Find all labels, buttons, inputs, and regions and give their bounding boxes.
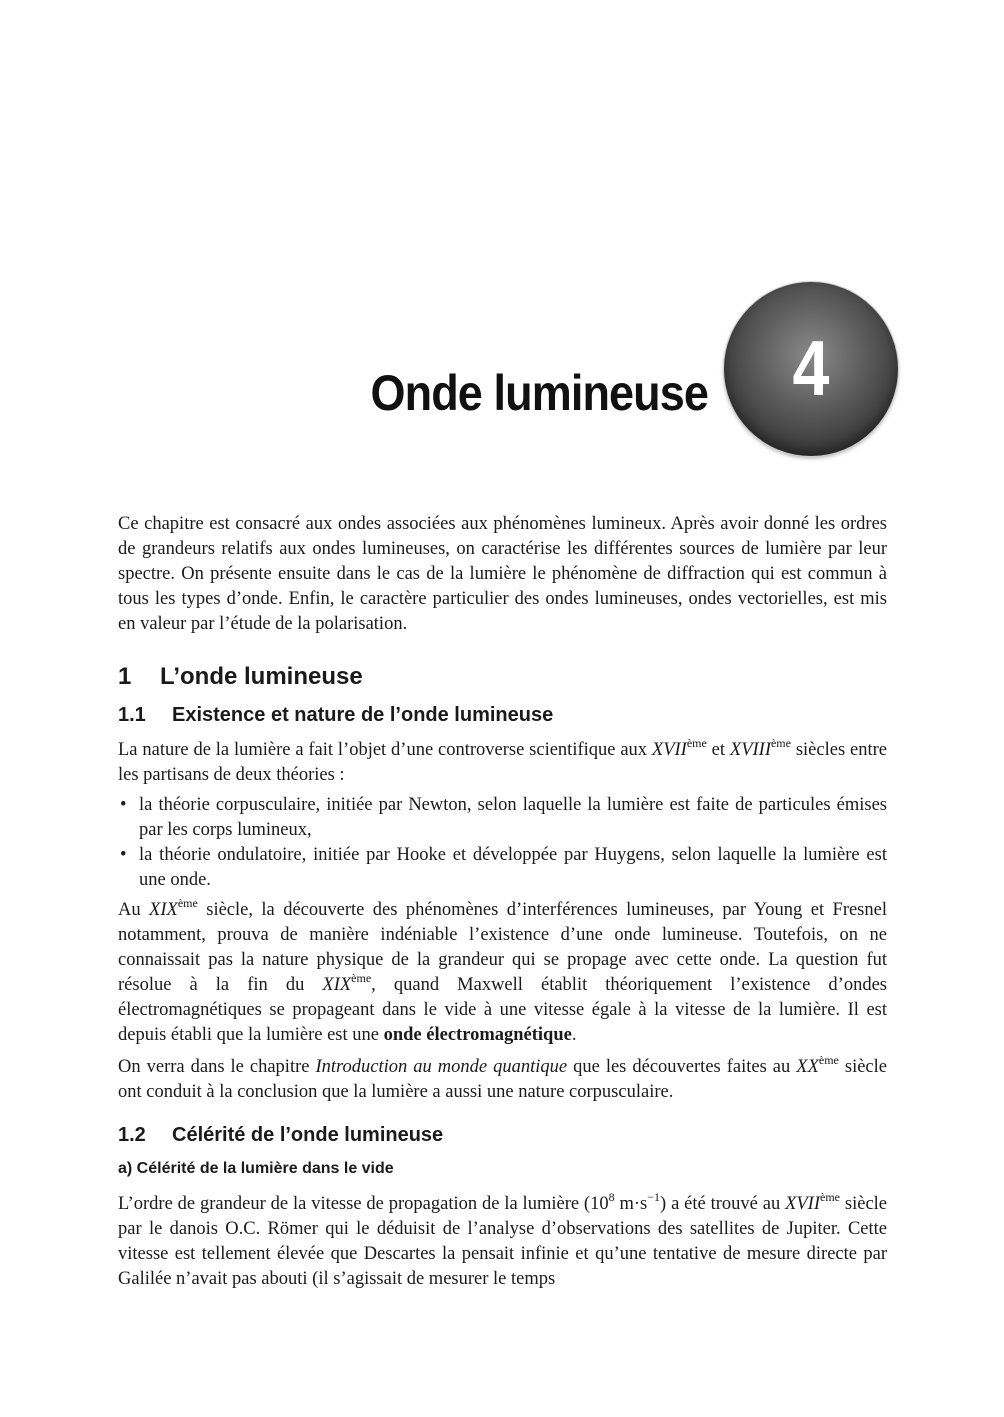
section-title: L’onde lumineuse (160, 663, 363, 690)
subsection-heading-1-2 (118, 1122, 887, 1148)
paragraph-celerite: L’ordre de grandeur de la vitesse de propagation de la lumière ($10^8$ $m\cdot s^{-1}$) a été trouvé au XVIIème siècle par le danois O.C. Römer qui le déduisit de l’analyse d’observations des satellites de Jupiter. Cette vitesse est tellement élevée que Descartes la pensait infinie et qu’une tentative de mesure directe par Galilée n’avait pas abouti (il s’agissait de mesurer le temps (118, 1190, 888, 1289)
section-number: 1 (118, 663, 132, 690)
subsection-title: Célérité de l’onde lumineuse (172, 1124, 444, 1146)
chapter-number-badge (724, 282, 898, 456)
paragraph-xix-siecle: Au XIXème siècle, la découverte des phénomènes d’interférences lumineuses, par Young et Fresnel notamment, prouva de manière indéniable l’existence d’une onde lumineuse. Toutefois, on ne connaissait pas la nature physique de la grandeur qui se propage avec cette onde. La question fut résolue à la fin du XIXème, quand Maxwell établit théoriquement l’existence d’ondes électromagnétiques se propageant dans le vide à une vitesse égale à la vitesse de la lumière. Il est depuis établi que la lumière est une onde électromagnétique. (118, 896, 887, 1045)
subsection-title: Existence et nature de l’onde lumineuse (172, 704, 554, 726)
chapter-number: 4 (792, 324, 830, 412)
chapter-title: Onde lumineuse (370, 364, 708, 421)
subsubsection-heading: a) Célérité de la lumière dans le vide (118, 1160, 394, 1177)
chapter-intro: Ce chapitre est consacré aux ondes associées aux phénomènes lumineux. Après avoir donné les ordres de grandeurs relatifs aux ondes lumineuses, on caractérise les différentes sources de lumière par leur spectre. On présente ensuite dans le cas de la lumière le phénomène de diffraction qui est commun à tous les types d’onde. Enfin, le caractère particulier des ondes lumineuses, ondes vectorielles, est mis en valeur par l’étude de la polarisation. (118, 514, 887, 634)
paragraph-nature-corpusculaire: On verra dans le chapitre Introduction au monde quantique que les découvertes faites au XXème siècle ont conduit à la conclusion que la lumière a aussi une nature corpusculaire. (118, 1053, 887, 1102)
theories-list (118, 793, 887, 893)
subsection-number: 1.2 (118, 1124, 146, 1146)
subsection-heading-1-1 (118, 702, 887, 728)
list-item: • la théorie ondulatoire, initiée par Hooke et développée par Huygens, selon laquelle la lumière est une onde. (118, 843, 887, 893)
chapter-reference: Introduction au monde quantique (315, 1057, 568, 1077)
paragraph-controverse: La nature de la lumière a fait l’objet d’une controverse scientifique aux XVIIème et XVIIIème siècles entre les partisans de deux théories : (118, 736, 887, 785)
section-heading-1 (118, 662, 887, 692)
chapter-content (118, 512, 887, 1292)
list-item: • la théorie corpusculaire, initiée par Newton, selon laquelle la lumière est faite de particules émises par les corps lumineux, (118, 793, 887, 843)
subsection-number: 1.1 (118, 704, 146, 726)
key-term: onde électromagnétique (383, 1025, 572, 1045)
